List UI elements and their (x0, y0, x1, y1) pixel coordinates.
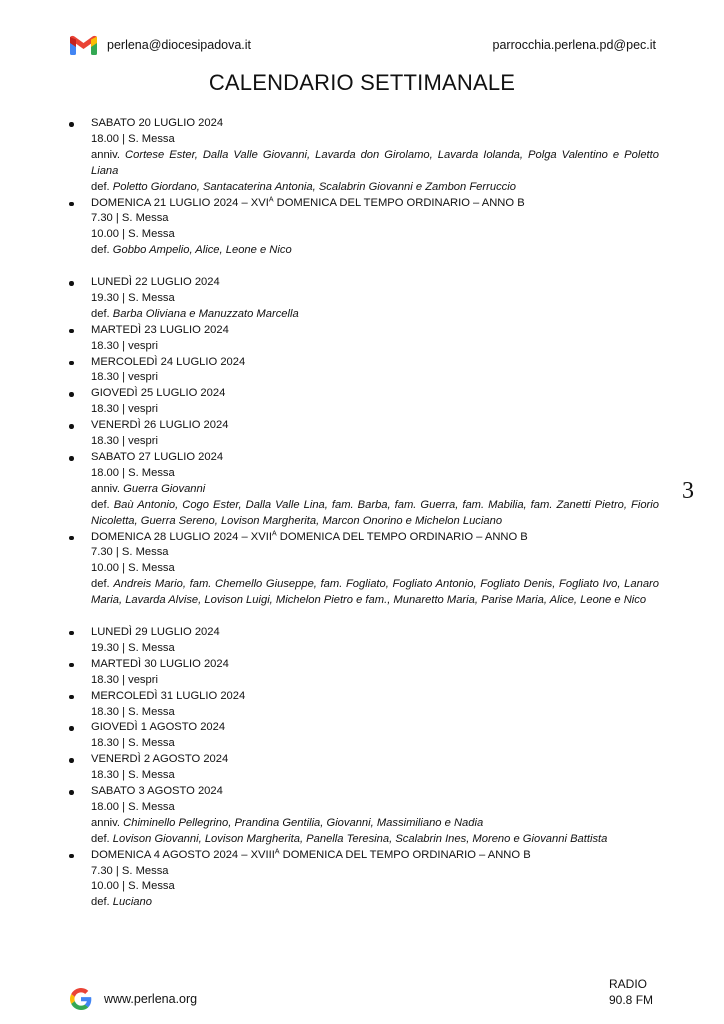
entry-event: 7.30 | S. Messa (91, 864, 169, 877)
entry-date-text: VENERDÌ 2 AGOSTO 2024 (91, 753, 229, 766)
calendar-entry (69, 450, 659, 530)
entry-date (91, 355, 659, 371)
entry-event: 18.30 | S. Messa (91, 705, 175, 718)
entry-event: 18.30 | vespri (91, 673, 158, 686)
calendar-entry (69, 784, 659, 848)
entry-date-text: MERCOLEDÌ 31 LUGLIO 2024 (91, 689, 246, 702)
def-names: Barba Oliviana e Manuzzato Marcella (112, 307, 299, 320)
entry-date (91, 625, 659, 641)
google-icon (70, 988, 92, 1010)
entry-date (91, 323, 659, 339)
def-names: Baù Antonio, Cogo Ester, Dalla Valle Lina, fam. Barba, fam. Guerra, fam. Mabilia, fam. Zanetti Pietro, Fiorio Nicoletta, Guerra Sereno, Lovison Margherita, Marcon Onorino e Michelon Luciano (91, 498, 659, 527)
entry-date-text: DOMENICA 4 AGOSTO 2024 – XVIII (91, 848, 275, 861)
calendar-entry (69, 323, 659, 355)
header-left (70, 35, 251, 55)
calendar-entry (69, 116, 659, 196)
entry-date (91, 752, 659, 768)
entry-date (91, 657, 659, 673)
entry-date-text: DOMENICA 28 LUGLIO 2024 – XVII (91, 530, 272, 543)
def-label: def. (91, 578, 114, 591)
calendar-entry (69, 625, 659, 657)
entry-date-text: SABATO 3 AGOSTO 2024 (91, 785, 223, 798)
anniv-label: anniv. (91, 816, 124, 829)
entry-date (91, 116, 659, 132)
entry-date-text: GIOVEDÌ 25 LUGLIO 2024 (91, 387, 226, 400)
radio-frequency: 90.8 FM (609, 993, 654, 1007)
entry-event: 18.30 | vespri (91, 371, 158, 384)
def-names: Lovison Giovanni, Lovison Margherita, Panella Teresina, Scalabrin Ines, Moreno e Giovanni Battista (112, 832, 608, 845)
entry-def (91, 243, 659, 259)
entry-date (91, 418, 659, 434)
calendar-entry (69, 418, 659, 450)
entry-def (91, 577, 659, 609)
entry-event: 18.30 | S. Messa (91, 769, 175, 782)
ordinal-superscript: A (271, 529, 277, 537)
anniv-label: anniv. (91, 148, 126, 161)
entry-date-text: DOMENICA 21 LUGLIO 2024 – XVI (91, 196, 269, 209)
entry-event: 18.30 | S. Messa (91, 737, 175, 750)
entry-date-text: GIOVEDÌ 1 AGOSTO 2024 (91, 721, 226, 734)
ordinal-superscript: A (268, 195, 274, 203)
radio-label: RADIO (609, 977, 648, 991)
calendar-entry (69, 275, 659, 323)
entry-event: 7.30 | S. Messa (91, 212, 169, 225)
entry-event: 18.30 | vespri (91, 403, 158, 416)
entry-event: 18.00 | S. Messa (91, 466, 175, 479)
entry-anniv (91, 482, 659, 498)
gmail-icon (70, 35, 97, 55)
def-label: def. (91, 832, 113, 845)
entry-date (91, 848, 659, 864)
def-label: def. (91, 498, 114, 511)
calendar-entry (69, 657, 659, 689)
entry-event: 19.30 | S. Messa (91, 291, 175, 304)
entry-date-suffix: DOMENICA DEL TEMPO ORDINARIO – ANNO B (273, 196, 525, 209)
entry-date (91, 720, 659, 736)
page-number: 3 (682, 478, 694, 504)
entry-def (91, 895, 659, 911)
ordinal-superscript: A (274, 847, 280, 855)
calendar-entry (69, 752, 659, 784)
def-label: def. (91, 896, 113, 909)
entry-date (91, 386, 659, 402)
header-email[interactable]: perlena@diocesipadova.it (107, 38, 252, 52)
anniv-names: Cortese Ester, Dalla Valle Giovanni, Lavarda don Girolamo, Lavarda Iolanda, Polga Valentino e Poletto Liana (91, 148, 659, 177)
def-names: Luciano (112, 896, 152, 909)
page-title: CALENDARIO SETTIMANALE (208, 70, 516, 95)
entry-def (91, 498, 659, 530)
def-label: def. (91, 180, 113, 193)
entry-date-text: VENERDÌ 26 LUGLIO 2024 (91, 419, 229, 432)
radio-info (609, 976, 653, 1008)
entry-date-suffix: DOMENICA DEL TEMPO ORDINARIO – ANNO B (279, 848, 531, 861)
def-names: Andreis Mario, fam. Chemello Giuseppe, fam. Fogliato, Fogliato Antonio, Fogliato Denis, Fogliato Ivo, Lanaro Maria, Lavarda Alvise, Lovison Luigi, Michelon Pietro e fam., Munaretto Maria, Parise Maria, Alice, Leone e Nico (91, 578, 659, 607)
website-link[interactable]: www.perlena.org (104, 992, 198, 1006)
entry-date-suffix: DOMENICA DEL TEMPO ORDINARIO – ANNO B (276, 530, 528, 543)
entry-event: 10.00 | S. Messa (91, 562, 175, 575)
header-pec-email[interactable]: parrocchia.perlena.pd@pec.it (492, 38, 656, 52)
calendar-entry (69, 196, 659, 260)
entry-date (91, 196, 659, 212)
entry-date-text: LUNEDÌ 22 LUGLIO 2024 (91, 276, 220, 289)
entry-anniv (91, 148, 659, 180)
entry-event: 19.30 | S. Messa (91, 641, 175, 654)
anniv-names: Chiminello Pellegrino, Prandina Gentilia, Giovanni, Massimiliano e Nadia (123, 816, 484, 829)
entry-date (91, 689, 659, 705)
page-footer (70, 988, 197, 1010)
calendar-entry (69, 720, 659, 752)
entry-date (91, 784, 659, 800)
entry-event: 10.00 | S. Messa (91, 880, 175, 893)
entry-event: 7.30 | S. Messa (91, 546, 169, 559)
entry-date-text: LUNEDÌ 29 LUGLIO 2024 (91, 625, 220, 638)
entry-date (91, 530, 659, 546)
def-label: def. (91, 244, 113, 257)
page-header (70, 34, 656, 56)
entry-date-text: SABATO 27 LUGLIO 2024 (91, 451, 224, 464)
entry-date-text: MERCOLEDÌ 24 LUGLIO 2024 (91, 355, 246, 368)
calendar-entry (69, 848, 659, 912)
entry-event: 18.30 | vespri (91, 339, 158, 352)
entry-def (91, 307, 659, 323)
def-label: def. (91, 307, 113, 320)
def-names: Poletto Giordano, Santacaterina Antonia, Scalabrin Giovanni e Zambon Ferruccio (112, 180, 516, 193)
anniv-names: Guerra Giovanni (123, 482, 206, 495)
calendar-entry (69, 689, 659, 721)
entry-event: 18.30 | vespri (91, 435, 158, 448)
calendar-entry (69, 530, 659, 610)
entry-event: 18.00 | S. Messa (91, 800, 175, 813)
entry-date (91, 275, 659, 291)
entry-date (91, 450, 659, 466)
entry-event: 10.00 | S. Messa (91, 228, 175, 241)
entry-date-text: MARTEDÌ 30 LUGLIO 2024 (91, 657, 229, 670)
entry-def (91, 832, 659, 848)
entry-def (91, 180, 659, 196)
entry-event: 18.00 | S. Messa (91, 132, 175, 145)
calendar-entry (69, 355, 659, 387)
calendar-list (69, 116, 659, 911)
def-names: Gobbo Ampelio, Alice, Leone e Nico (112, 244, 292, 257)
calendar-entry (69, 386, 659, 418)
anniv-label: anniv. (91, 482, 124, 495)
entry-anniv (91, 816, 659, 832)
entry-date-text: MARTEDÌ 23 LUGLIO 2024 (91, 323, 229, 336)
entry-date-text: SABATO 20 LUGLIO 2024 (91, 117, 224, 129)
